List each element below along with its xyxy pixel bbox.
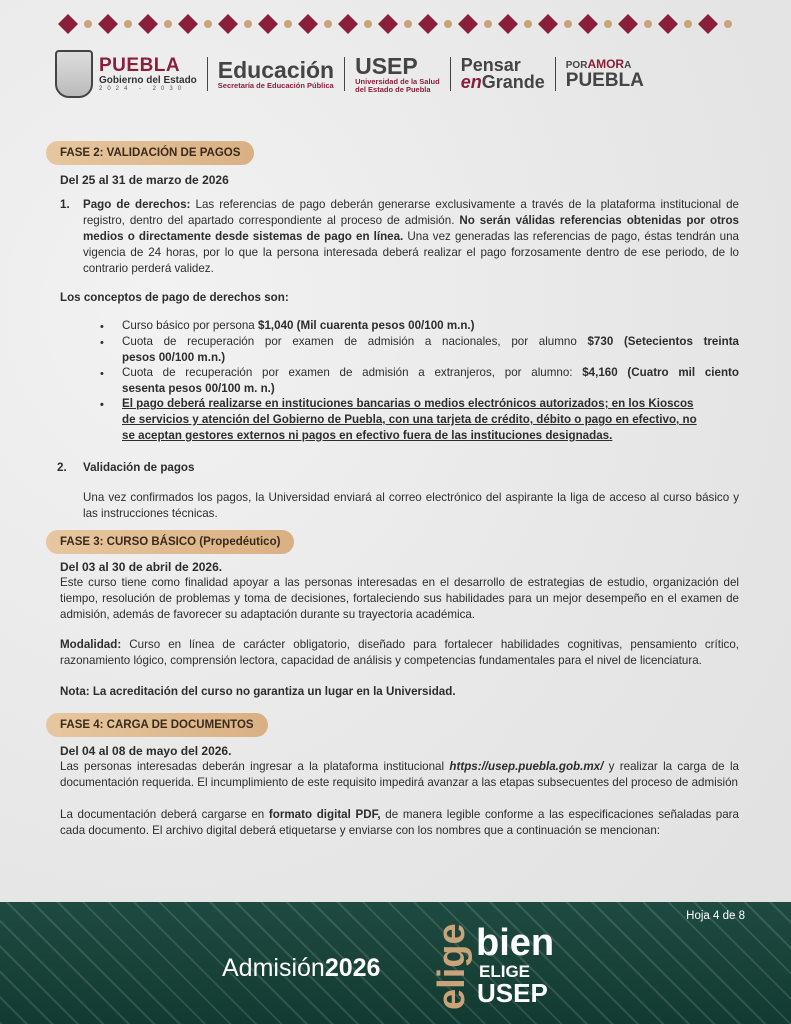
- header-logos: [55, 44, 745, 104]
- fase4-p1-a: Las personas interesadas deberán ingresar a la plataforma institucional: [60, 760, 445, 773]
- puebla-logo-title: PUEBLA: [99, 54, 181, 76]
- admision-title: [222, 954, 380, 983]
- bien-word: bien: [476, 922, 555, 964]
- conceptos-title: Los conceptos de pago de derechos son:: [60, 291, 289, 304]
- fase4-p2-a: La documentación deberá cargarse en: [60, 808, 265, 821]
- amor-word: AMOR: [587, 57, 625, 71]
- fase4-p1-b: y realizar la carga de la documentación requerida. El incumplimiento de este requisito impedirá avanzar a las etapas subsecuentes del proceso de admisión: [60, 760, 739, 789]
- concepto-4-line2: de servicios y atención del Gobierno de Puebla, con una tarjeta de crédito, débito o pago en efectivo, no: [122, 413, 697, 426]
- fase3-nota: Nota: La acreditación del curso no garantiza un lugar en la Universidad.: [60, 685, 456, 698]
- concepto-1: [122, 318, 739, 334]
- grande-word: Grande: [481, 72, 545, 92]
- concepto-3-amount-b: sesenta pesos 00/100 m. n.): [122, 382, 275, 395]
- item2-number: 2.: [57, 461, 67, 474]
- fase3-label: FASE 3: CURSO BÁSICO (Propedéutico): [46, 530, 294, 554]
- platform-url-link[interactable]: https://usep.puebla.gob.mx/: [449, 760, 604, 773]
- bullet-icon: •: [100, 368, 104, 380]
- fase4-paragraph-2: [60, 807, 739, 839]
- fase3-date: Del 03 al 30 de abril de 2026.: [60, 560, 223, 574]
- usep-logo-subtitle-1: Universidad de la Salud: [355, 77, 440, 87]
- item1-text-a: Las referencias de pago deberán generarse exclusivamente a través de la plataforma institucional de registro, dentro del apartado correspondiente al proceso de admisión.: [83, 198, 739, 227]
- educacion-logo-title: Educación: [217, 56, 335, 83]
- divider: [207, 57, 208, 91]
- divider: [555, 57, 556, 91]
- concepto-1-amount: $1,040 (Mil cuarenta pesos 00/100 m.n.): [258, 319, 475, 332]
- divider: [344, 57, 345, 91]
- fase2-date: Del 25 al 31 de marzo de 2026: [60, 173, 229, 187]
- a-word: A: [624, 60, 632, 71]
- item1-number: 1.: [60, 198, 70, 211]
- usep-logo-title: USEP: [355, 53, 418, 80]
- fase4-p2-bold: formato digital PDF,: [268, 808, 381, 821]
- modalidad-title: Modalidad:: [60, 638, 122, 651]
- elige-vertical-word: elige: [431, 923, 473, 1010]
- bullet-icon: •: [100, 337, 104, 349]
- elige-word: ELIGE: [479, 962, 531, 981]
- concepto-4-line3: se aceptan gestores externos ni pagos en efectivo fuera de las instituciones designadas.: [122, 429, 613, 442]
- por-word: POR: [565, 60, 588, 71]
- concepto-3-text: Cuota de recuperación por examen de admisión a extranjeros, por alumno:: [122, 366, 573, 379]
- footer-usep-word: USEP: [477, 978, 548, 1008]
- divider: [450, 57, 451, 91]
- page-number: Hoja 4 de 8: [686, 910, 745, 922]
- item1-paragraph: [83, 197, 739, 277]
- pensar-word: Pensar: [460, 54, 521, 75]
- concepto-3-amount-a: $4,160 (Cuatro mil ciento: [582, 366, 739, 379]
- footer-pattern: [0, 902, 791, 1024]
- decorative-pattern-band: [58, 8, 738, 40]
- item2-text: Una vez confirmados los pagos, la Universidad enviará al correo electrónico del aspirante la liga de acceso al curso básico y las instrucciones técnicas.: [83, 491, 739, 520]
- concepto-1-text: Curso básico por persona: [122, 319, 255, 332]
- fase3-text: Este curso tiene como finalidad apoyar a las personas interesadas en el desarrollo de estrategias de estudio, organización del tiempo, resolución de problemas y toma de decisiones, fortaleciendo sus habilidades para un mejor desempeño en el examen de admisión, además de favorecer su adaptación durante su trayectoria académica.: [60, 576, 739, 621]
- pensar-en-grande-logo: [460, 54, 545, 92]
- usep-logo: [355, 54, 440, 94]
- puebla-word: PUEBLA: [565, 70, 644, 91]
- puebla-shield-icon: [55, 50, 93, 98]
- educacion-logo: [218, 58, 334, 90]
- item1-text-b: Una vez generadas las referencias de pago, éstas tendrán una vigencia de 24 horas, por lo que la persona interesada deberá realizar el pago forzosamente dentro de ese periodo, de lo contrario perderá validez.: [83, 230, 739, 275]
- concepto-2-amount-a: $730 (Setecientos treinta: [587, 335, 739, 348]
- fase4-date: Del 04 al 08 de mayo del 2026.: [60, 744, 232, 758]
- concepto-4-line1: El pago deberá realizarse en instituciones bancarias o medios electrónicos autorizados; en los Kioscos: [122, 397, 694, 410]
- por-amor-a-puebla-logo: [566, 58, 644, 90]
- bullet-icon: •: [100, 321, 104, 333]
- admision-word: Admisión: [222, 954, 325, 982]
- fase2-label: FASE 2: VALIDACIÓN DE PAGOS: [46, 141, 254, 165]
- bullet-icon: •: [100, 399, 104, 411]
- admision-year: 2026: [324, 954, 381, 982]
- concepto-2-amount-b: pesos 00/100 m.n.): [122, 351, 226, 364]
- concepto-2-line1: [122, 334, 739, 350]
- fase4-label: FASE 4: CARGA DE DOCUMENTOS: [46, 713, 268, 737]
- educacion-logo-subtitle: Secretaría de Educación Pública: [217, 81, 334, 91]
- concepto-2-text: Cuota de recuperación por examen de admisión a nacionales, por alumno: [122, 335, 577, 348]
- modalidad-text: Curso en línea de carácter obligatorio, diseñado para fortalecer habilidades cognitivas, pensamiento crítico, razonamiento lógico, comprensión lectora, capacidad de análisis y competencias fundamentales para el nivel de licenciatura.: [60, 638, 739, 667]
- fase3-modalidad: [60, 637, 739, 669]
- concepto-3-line1: [122, 365, 739, 381]
- fase4-paragraph-1: [60, 759, 739, 791]
- item1-bold: No serán válidas referencias obtenidas por otros medios o directamente desde sistemas de pago en línea.: [83, 214, 739, 243]
- item1-title: Pago de derechos:: [83, 198, 191, 211]
- puebla-logo: [99, 56, 197, 93]
- fase4-p2-b: de manera legible conforme a las especificaciones señaladas para cada documento. El archivo digital deberá etiquetarse y enviarse con los nombres que a continuación se mencionan:: [60, 808, 739, 837]
- usep-logo-subtitle-2: del Estado de Puebla: [355, 85, 431, 95]
- footer: [0, 902, 791, 1024]
- puebla-logo-years: 2024 - 2030: [99, 86, 187, 93]
- puebla-logo-subtitle: Gobierno del Estado: [99, 74, 197, 86]
- en-word: en: [460, 72, 482, 92]
- item2-title: Validación de pagos: [83, 461, 195, 474]
